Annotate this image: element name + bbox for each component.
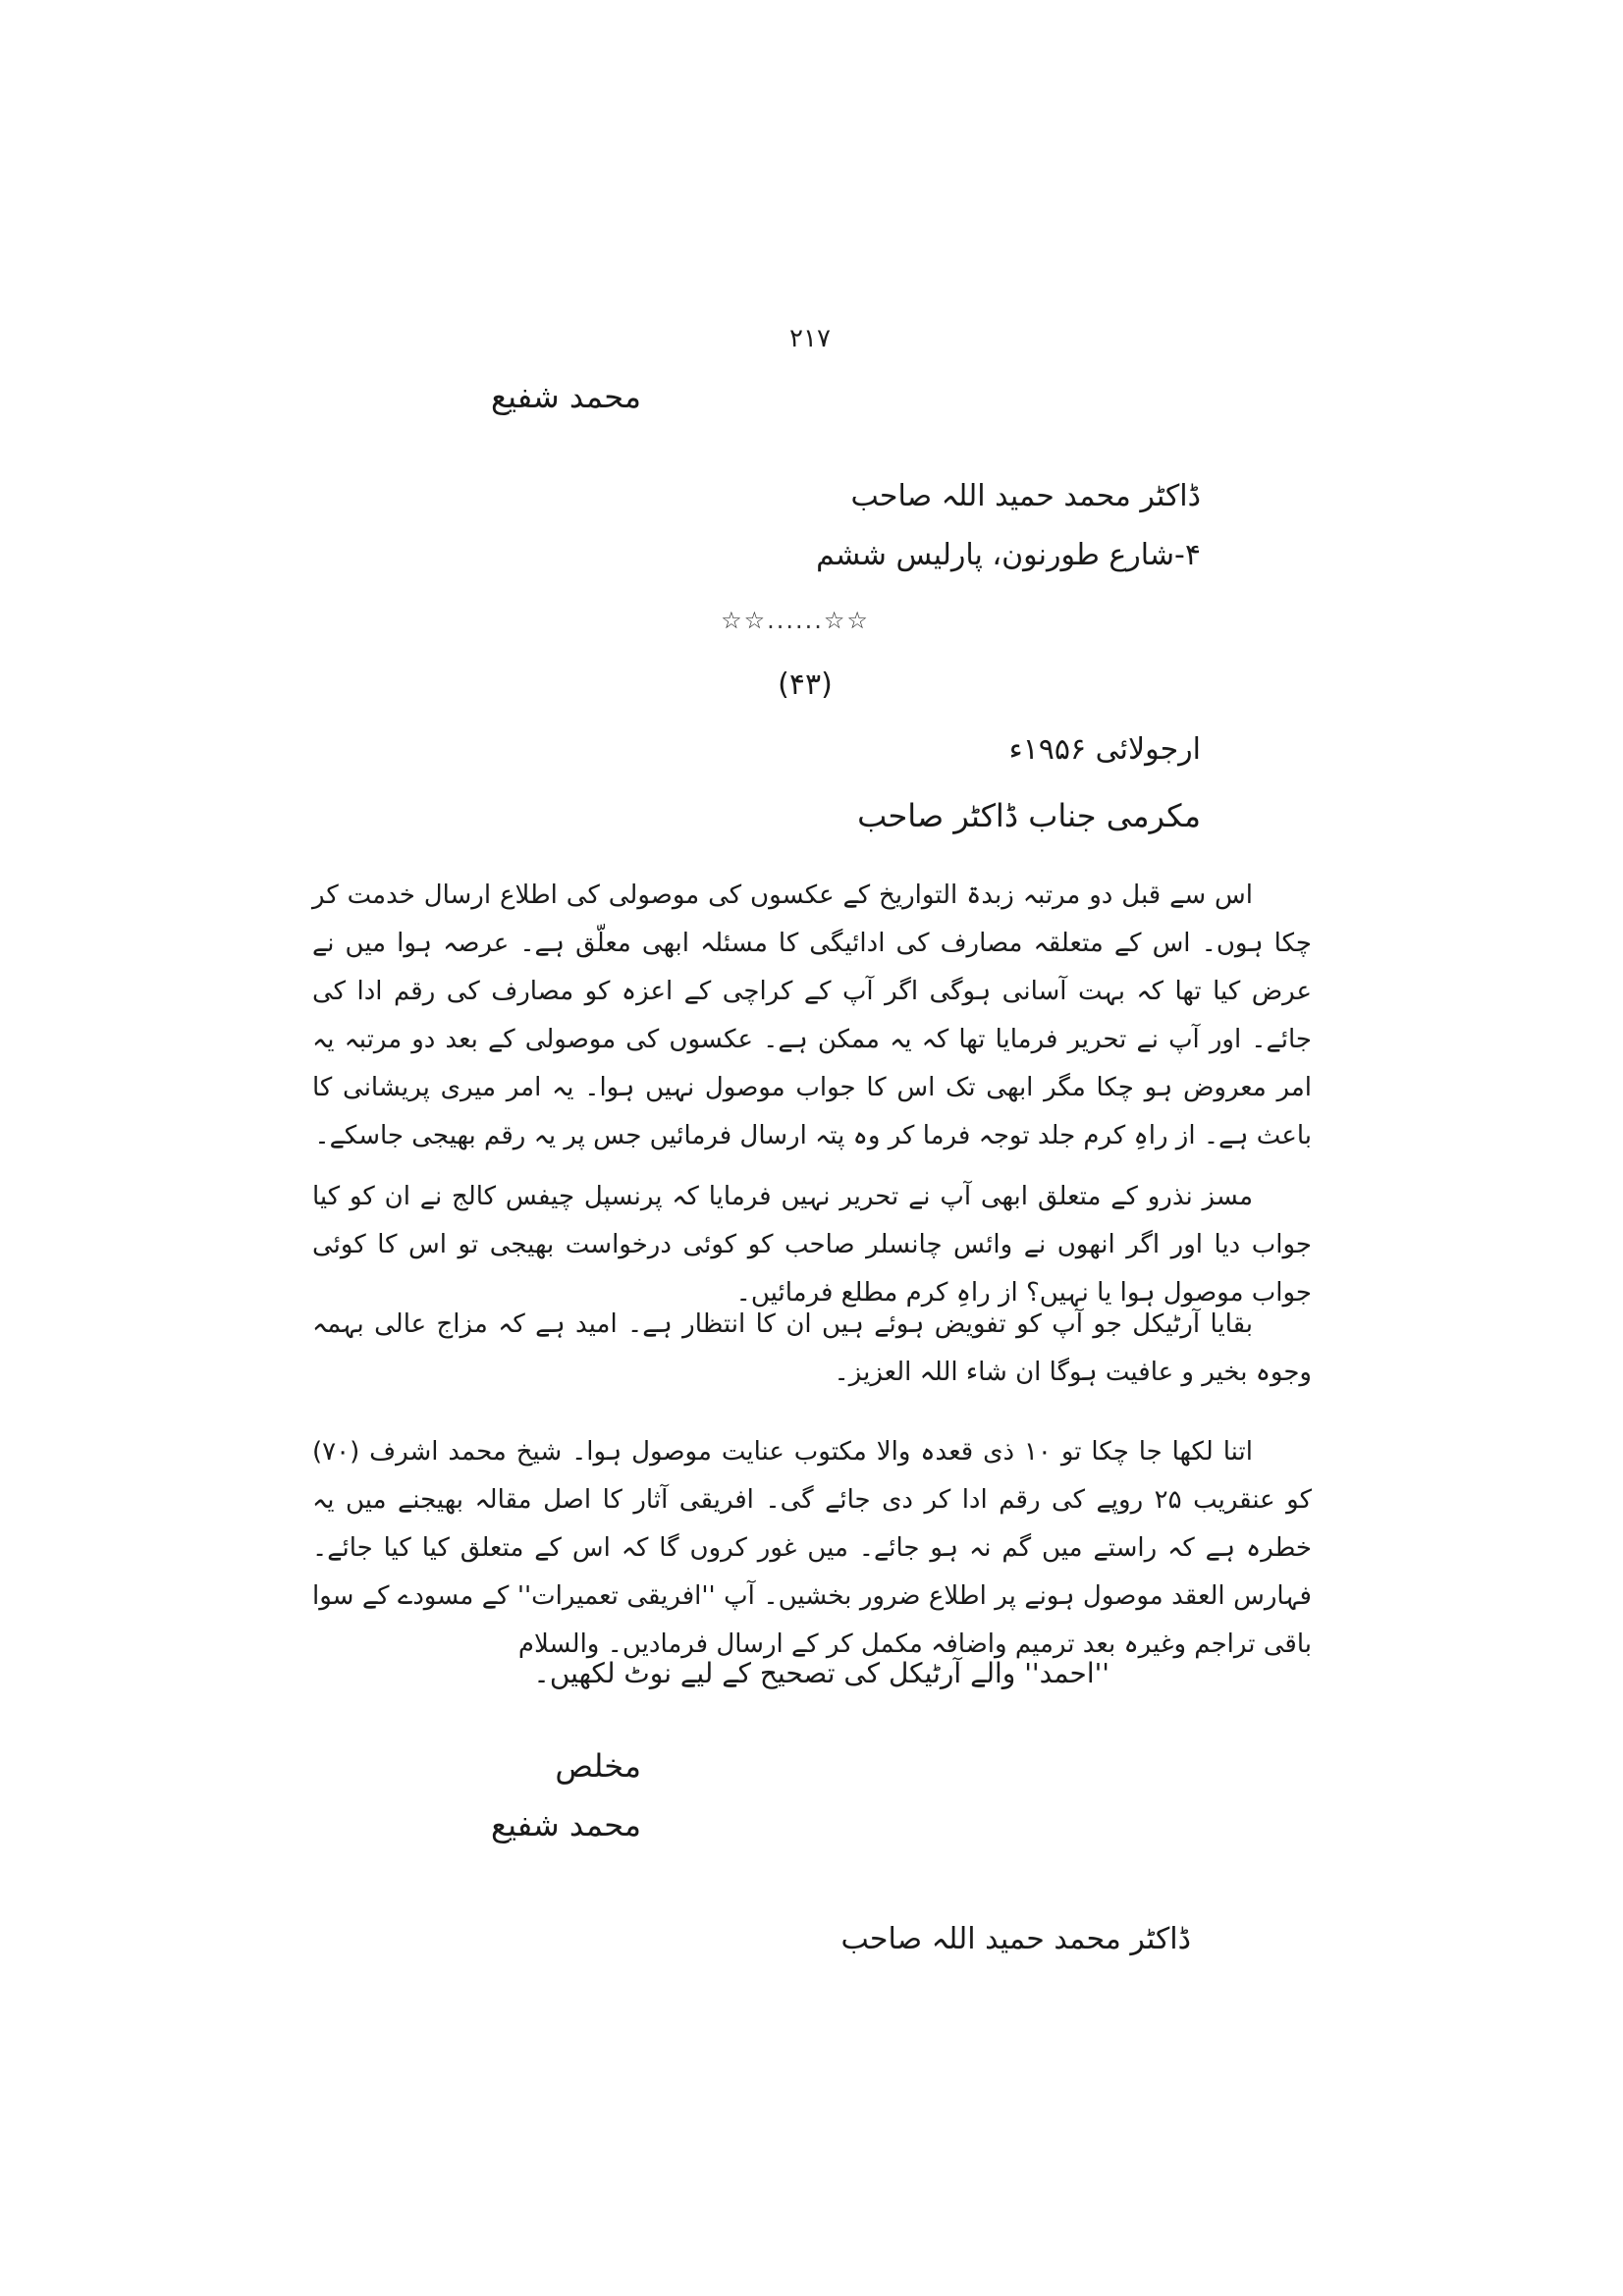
previous-letter-address: ۴-شارع طورنون، پارلیس ششم — [816, 538, 1201, 572]
paragraph-3: بقایا آرٹیکل جو آپ کو تفویض ہوئے ہیں ان کا انتظار ہے۔ امید ہے کہ مزاج عالی بہمہ وجوہ بخیر و عافیت ہوگا ان شاء اللہ العزیز۔ — [312, 1309, 1312, 1387]
postscript-note: ''احمد'' والے آرٹیکل کی تصحیح کے لیے نوٹ لکھیں۔ — [533, 1657, 1109, 1689]
paragraph-1: اس سے قبل دو مرتبہ زبدۃ التواریخ کے عکسوں کی موصولی کی اطلاع ارسال خدمت کر چکا ہوں۔ اس کے متعلقہ مصارف کی ادائیگی کا مسئلہ ابھی معلّق ہے۔ عرصہ ہوا میں نے عرض کیا تھا کہ بہت آسانی ہوگی اگر آپ کے کراچی کے اعزہ کو مصارف کی رقم ادا کی جائے۔ اور آپ نے تحریر فرمایا تھا کہ یہ ممکن ہے۔ عکسوں کی موصولی کے بعد دو مرتبہ یہ امر معروض ہو چکا مگر ابھی تک اس کا جواب موصول نہیں ہوا۔ یہ امر میری پریشانی کا باعث ہے۔ از راہِ کرم جلد توجہ فرما کر وہ پتہ ارسال فرمائیں جس پر یہ رقم بھیجی جاسکے۔ — [312, 881, 1312, 1150]
paragraph-4: اتنا لکھا جا چکا تو ۱۰ ذی قعدہ والا مکتوب عنایت موصول ہوا۔ شیخ محمد اشرف (۷۰) کو عنقریب ۲۵ روپے کی رقم ادا کر دی جائے گی۔ افریقی آثار کا اصل مقالہ بھیجنے میں یہ خطرہ ہے کہ راستے میں گم نہ ہو جائے۔ میں غور کروں گا کہ اس کے متعلق کیا کیا جائے۔ فہارس العقد موصول ہونے پر اطلاع ضرور بخشیں۔ آپ ''افریقی تعمیرات'' کے مسودے کے سوا باقی تراجم وغیرہ بعد ترمیم واضافہ مکمل کر کے ارسال فرمادیں۔ والسلام — [312, 1437, 1312, 1659]
salutation: مکرمی جناب ڈاکٹر صاحب — [857, 797, 1201, 834]
letter-recipient: ڈاکٹر محمد حمید اللہ صاحب — [840, 1922, 1191, 1956]
letter-number: (۴۳) — [778, 667, 833, 702]
paragraph-2: مسز نذرو کے متعلق ابھی آپ نے تحریر نہیں فرمایا کہ پرنسپل چیفس کالج نے ان کو کیا جواب دیا اور اگر انھوں نے وائس چانسلر صاحب کو کوئی درخواست بھیجی تو اس کا کوئی جواب موصول ہوا یا نہیں؟ از راہِ کرم مطلع فرمائیں۔ — [312, 1182, 1312, 1308]
closing: مخلص — [555, 1747, 641, 1785]
previous-letter-recipient: ڈاکٹر محمد حمید اللہ صاحب — [850, 479, 1201, 513]
letter-signature: محمد شفیع — [491, 1806, 641, 1843]
page-number: ۲۱۷ — [789, 324, 831, 353]
letter-date: ارجولائی ۱۹۵۶ء — [1008, 732, 1201, 767]
previous-letter-signature: محمد شفیع — [491, 378, 641, 415]
section-separator: ☆☆......☆☆ — [721, 607, 870, 634]
